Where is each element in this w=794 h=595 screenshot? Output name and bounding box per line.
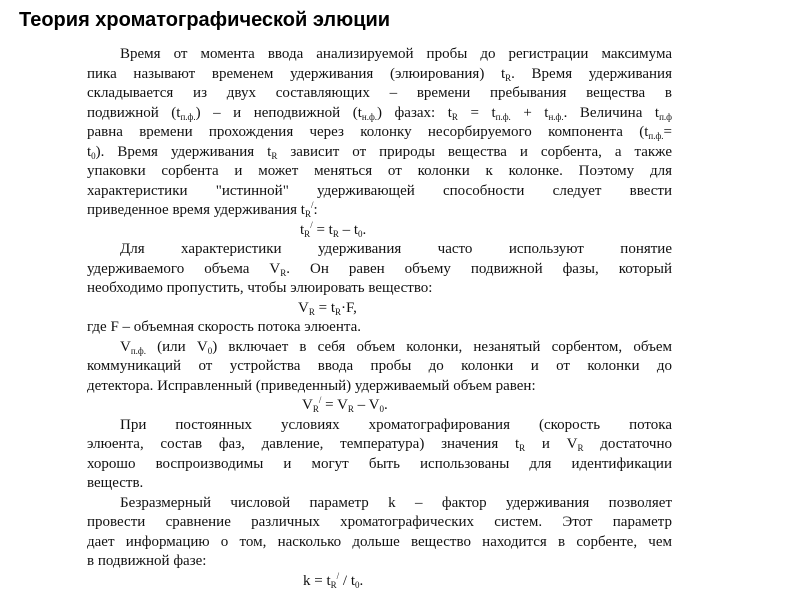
subscript: R	[304, 209, 311, 219]
text-segment: равна времени прохождения через колонку несорбируемого компонента (t	[87, 124, 649, 140]
text-segment: =	[663, 124, 672, 140]
text-segment: ) – и неподвижной (t	[195, 104, 362, 121]
text-line	[87, 104, 672, 123]
text-segment: ) включает в себя объем колонки, незанятый сорбентом, объем	[212, 338, 672, 355]
text-line	[87, 533, 672, 552]
text-segment: . Величина t	[563, 104, 660, 121]
text-segment: зависит от природы вещества и сорбента, а также	[277, 143, 672, 160]
subscript: R	[330, 579, 337, 590]
text-line	[87, 377, 672, 396]
superscript: /	[310, 219, 313, 230]
text-line	[87, 182, 672, 201]
superscript: /	[318, 395, 322, 405]
subscript: R	[577, 443, 584, 453]
text-segment: необходимо пропустить, чтобы элюировать вещество:	[87, 280, 433, 296]
text-segment: При постоянных условиях хроматографирования (скорость потока	[120, 416, 672, 433]
text-segment: :	[313, 202, 318, 218]
text-line	[87, 279, 672, 298]
subscript: 0	[91, 150, 96, 161]
subscript: R	[519, 443, 526, 453]
subscript: н.ф.	[548, 111, 564, 122]
text-segment: = t	[457, 104, 496, 121]
text-segment: = V	[321, 397, 348, 413]
text-line	[87, 474, 672, 493]
text-segment: V	[298, 299, 309, 316]
text-segment: подвижной (t	[87, 104, 181, 121]
text-line	[120, 240, 672, 259]
text-segment: характеристики "истинной" удерживающей способности следует ввести	[87, 182, 672, 199]
text-line	[120, 494, 672, 513]
text-segment: t	[87, 143, 92, 160]
text-line	[87, 201, 672, 220]
text-segment: .	[383, 397, 388, 413]
text-segment: пика называют временем удерживания (элюирования) t	[87, 65, 506, 82]
text-segment: / t	[339, 572, 356, 589]
text-segment: дает информацию о том, насколько дольше вещество находится в сорбенте, чем	[87, 533, 672, 550]
subscript: п.ф.	[648, 131, 664, 141]
formula-line	[302, 396, 388, 415]
text-line	[87, 143, 672, 162]
formula-line	[298, 299, 357, 318]
text-segment: в подвижной фазе:	[87, 553, 207, 569]
text-line	[120, 45, 672, 64]
text-segment: (или V	[146, 338, 208, 355]
subscript: R	[332, 228, 339, 239]
text-segment: упаковки сорбента и может меняться от колонки к колонке. Поэтому для	[87, 163, 672, 179]
text-segment: складывается из двух составляющих – времени пребывания вещества в	[87, 85, 672, 101]
text-segment: элюента, состав фаз, давление, температура) значения t	[87, 436, 520, 452]
text-segment: где F – объемная скорость потока элюента.	[87, 319, 361, 335]
text-line	[87, 552, 672, 571]
text-segment: ) фазах: t	[377, 104, 452, 121]
text-segment: приведенное время удерживания t	[87, 202, 305, 218]
text-segment: и V	[525, 436, 578, 452]
text-line	[120, 416, 672, 435]
text-segment: k = t	[303, 572, 331, 589]
text-line	[87, 455, 672, 474]
subscript: R	[312, 404, 319, 414]
subscript: п.ф.	[180, 111, 196, 122]
text-segment: веществ.	[87, 475, 144, 491]
subscript: R	[451, 111, 458, 122]
subscript: R	[280, 267, 287, 278]
text-line	[87, 435, 672, 454]
text-line	[120, 338, 672, 357]
subscript: R	[505, 72, 512, 83]
subscript: R	[271, 150, 278, 161]
text-segment: хорошо воспроизводимы и могут быть использованы для идентификации	[87, 455, 672, 472]
text-segment: ). Время удерживания t	[95, 143, 272, 160]
subscript: 0	[355, 579, 360, 590]
text-line	[87, 65, 672, 84]
text-segment: коммуникаций от устройства ввода пробы до колонки и от колонки до	[87, 358, 672, 374]
formula-line	[303, 572, 363, 591]
subscript: 0	[379, 404, 384, 414]
slide-title: Теория хроматографической элюции	[19, 9, 391, 31]
text-segment: V	[120, 338, 131, 355]
text-segment: . Время удерживания	[511, 65, 672, 82]
text-line	[87, 123, 672, 142]
text-segment: + t	[510, 104, 549, 121]
subscript: 0	[207, 345, 213, 356]
text-line	[87, 318, 672, 337]
text-segment: . Он равен объему подвижной фазы, который	[286, 260, 672, 277]
text-line	[87, 162, 672, 181]
text-line	[87, 357, 672, 376]
text-segment: Безразмерный числовой параметр k – фактор удерживания позволяет	[120, 494, 672, 511]
text-segment: провести сравнение различных хроматографических систем. Этот параметр	[87, 514, 672, 530]
superscript: /	[336, 570, 340, 581]
text-segment: = t	[314, 299, 335, 316]
text-segment: – t	[338, 221, 359, 238]
subscript: п.ф.	[130, 345, 146, 356]
text-line	[87, 513, 672, 532]
subscript: п.ф.	[495, 111, 511, 122]
subscript: н.ф.	[361, 111, 378, 122]
text-segment: детектора. Исправленный (приведенный) удерживаемый объем равен:	[87, 377, 536, 394]
subscript: R	[304, 228, 311, 239]
subscript: R	[347, 404, 354, 414]
superscript: /	[311, 200, 314, 210]
formula-line	[300, 221, 366, 240]
text-segment: ·F,	[341, 299, 357, 316]
text-segment: .	[362, 221, 367, 238]
text-line	[87, 260, 672, 279]
text-segment: достаточно	[583, 436, 672, 452]
text-segment: t	[300, 221, 305, 238]
subscript: п.ф	[659, 111, 672, 122]
subscript: R	[335, 306, 342, 317]
subscript: 0	[358, 228, 363, 239]
text-segment: Для характеристики удерживания часто используют понятие	[120, 241, 672, 257]
text-segment: V	[302, 397, 313, 413]
text-line	[87, 84, 672, 103]
subscript: R	[308, 306, 315, 317]
text-segment: удерживаемого объема V	[87, 260, 281, 277]
text-segment: .	[359, 572, 364, 589]
text-segment: = t	[312, 221, 333, 238]
text-segment: – V	[353, 397, 380, 413]
text-segment: Время от момента ввода анализируемой пробы до регистрации максимума	[120, 46, 672, 62]
